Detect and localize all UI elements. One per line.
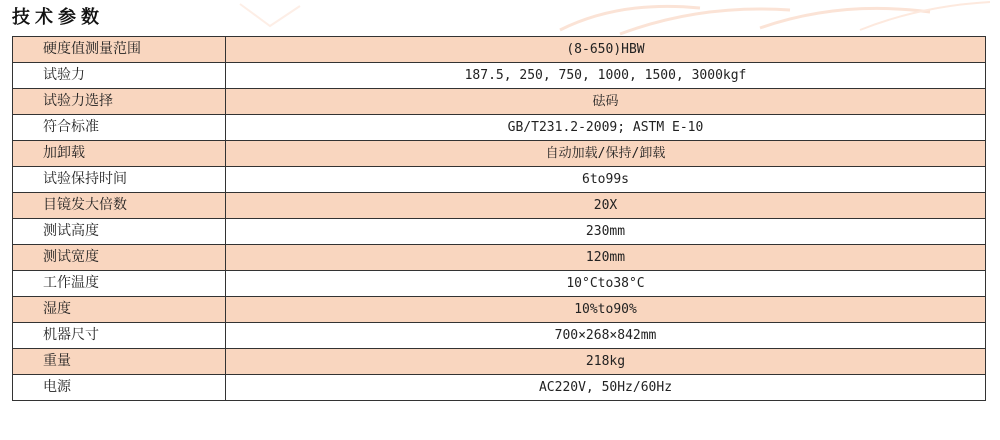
spec-label: 符合标准 [13,115,226,141]
spec-label: 试验保持时间 [13,167,226,193]
spec-label: 工作温度 [13,271,226,297]
page-title: 技术参数 [12,7,104,28]
table-row [13,193,986,219]
table-row [13,245,986,271]
spec-value: 6to99s [226,167,986,193]
table-row [13,89,986,115]
spec-label: 湿度 [13,297,226,323]
spec-label: 硬度值测量范围 [13,37,226,63]
table-row [13,115,986,141]
table-row [13,271,986,297]
spec-label: 测试高度 [13,219,226,245]
spec-value: 20X [226,193,986,219]
spec-value: GB/T231.2-2009; ASTM E-10 [226,115,986,141]
table-row [13,167,986,193]
table-row [13,141,986,167]
spec-label: 加卸载 [13,141,226,167]
spec-value: 230mm [226,219,986,245]
table-row [13,63,986,89]
table-row [13,349,986,375]
spec-value: 120mm [226,245,986,271]
spec-label: 试验力 [13,63,226,89]
spec-value: 218kg [226,349,986,375]
table-row [13,323,986,349]
spec-value: 10%to90% [226,297,986,323]
spec-value: (8-650)HBW [226,37,986,63]
table-row [13,37,986,63]
spec-table [12,36,986,401]
spec-label: 目镜发大倍数 [13,193,226,219]
spec-value: 10°Cto38°C [226,271,986,297]
table-row [13,219,986,245]
spec-label: 测试宽度 [13,245,226,271]
spec-value: 自动加载/保持/卸载 [226,141,986,167]
table-row [13,375,986,401]
spec-label: 机器尺寸 [13,323,226,349]
spec-value: 砝码 [226,89,986,115]
spec-value: AC220V, 50Hz/60Hz [226,375,986,401]
spec-value: 187.5, 250, 750, 1000, 1500, 3000kgf [226,63,986,89]
header-decoration [0,0,1000,40]
spec-label: 重量 [13,349,226,375]
table-row [13,297,986,323]
spec-label: 试验力选择 [13,89,226,115]
spec-label: 电源 [13,375,226,401]
spec-value: 700×268×842mm [226,323,986,349]
